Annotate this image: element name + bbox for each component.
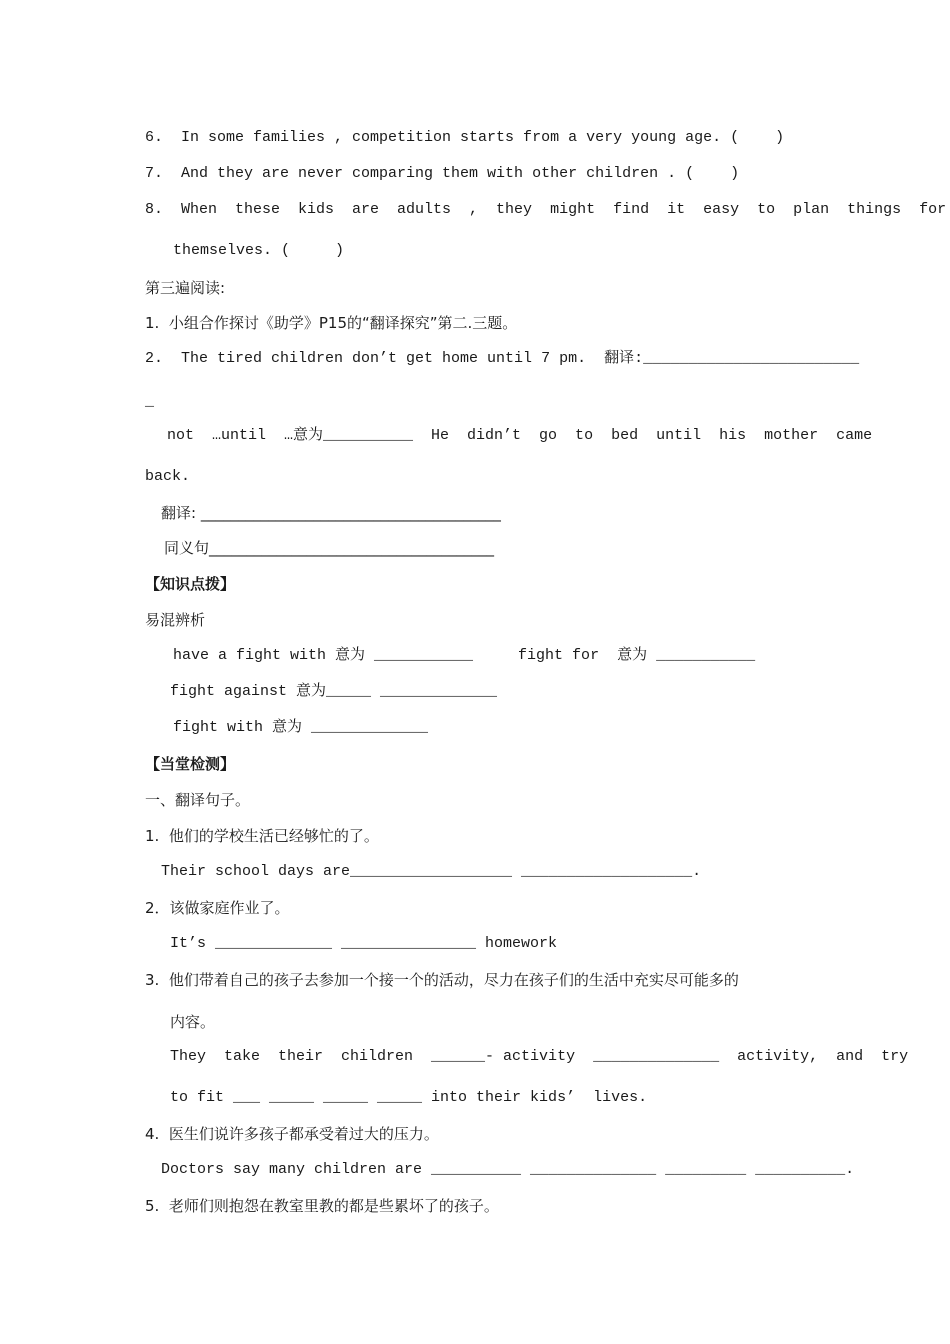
not-until-line: not …until …意为__________ He didn’t go to bed until his mother came [167, 427, 873, 444]
not-until-line-2: back. [145, 468, 191, 485]
phrase-line-3: fight with 意为 _____________ [173, 719, 429, 736]
question-6: 6. In some families , competition starts from a very young age. ( ) [145, 129, 785, 146]
phrase-line-2: fight against 意为_____ _____________ [170, 683, 498, 700]
translate-section-title: 一、翻译句子。 [145, 791, 251, 809]
confusable-heading: 易混辨析 [145, 611, 206, 629]
test-item-3-english-1: They take their children ______- activity ______________ activity, and try [170, 1048, 909, 1065]
test-item-2-english: It’s _____________ _______________ homework [170, 935, 558, 952]
test-item-5: 5. 老师们则抱怨在教室里教的都是些累坏了的孩子。 [145, 1197, 499, 1215]
test-item-1: 1. 他们的学校生活已经够忙的了。 [145, 827, 379, 845]
reading-task-2-continuation: _ [145, 393, 155, 410]
phrase-line-1: have a fight with 意为 ___________ fight for 意为 ___________ [173, 647, 756, 664]
translation-blank: 翻译: ________________________________________ [161, 504, 501, 522]
test-item-3: 3. 他们带着自己的孩子去参加一个接一个的活动，尽力在孩子们的生活中充实尽可能多的 [145, 971, 739, 989]
knowledge-heading: 【知识点拨】 [145, 575, 236, 593]
question-8-line-1: 8. When these kids are adults , they might find it easy to plan things for [145, 201, 947, 218]
third-reading-heading: 第三遍阅读: [145, 279, 226, 297]
test-item-3-continuation: 内容。 [170, 1013, 216, 1031]
test-item-4-english: Doctors say many children are __________ ______________ _________ __________. [161, 1161, 855, 1178]
test-item-3-english-2: to fit ___ _____ _____ _____ into their kids’ lives. [170, 1089, 648, 1106]
test-item-4: 4. 医生们说许多孩子都承受着过大的压力。 [145, 1125, 439, 1143]
test-item-2: 2．该做家庭作业了。 [145, 899, 290, 917]
question-8-line-2: themselves. ( ) [173, 242, 345, 259]
synonym-sentence-blank: 同义句______________________________________ [164, 539, 495, 557]
reading-task-2: 2. The tired children don’t get home until 7 pm. 翻译:________________________ [145, 350, 860, 367]
question-7: 7. And they are never comparing them with other children . ( ) [145, 165, 740, 182]
reading-task-1: 1. 小组合作探讨《助学》P15的“翻译探究”第二.三题。 [145, 314, 518, 332]
test-heading: 【当堂检测】 [145, 755, 236, 773]
test-item-1-english: Their school days are__________________ ___________________. [161, 863, 702, 880]
